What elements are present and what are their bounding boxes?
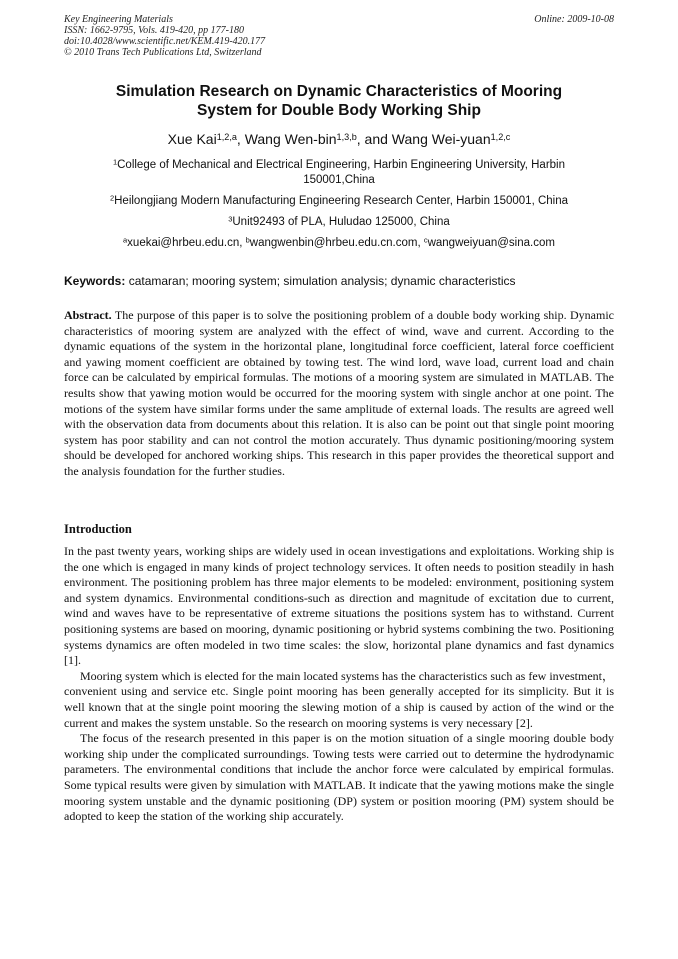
abstract-label: Abstract. bbox=[64, 308, 112, 322]
author-affil-sup: 1,2,c bbox=[490, 131, 511, 142]
email-sup: b bbox=[245, 235, 250, 245]
paragraph: Mooring system which is elected for the main located systems has the characteristics such as few investment，convenient using and service etc. Single point mooring has been generally accepted for its simplicity. But it is well known that at the single point mooring the slewing motion of a ship is caused by action of the wind or the current and makes the system unstable. So the research on mooring systems is very necessary [2]. bbox=[64, 668, 614, 730]
affil-sup: 1 bbox=[112, 157, 118, 167]
email-address[interactable]: wangwenbin@hrbeu.edu.cn.com, bbox=[249, 237, 424, 249]
affiliation-2 bbox=[64, 194, 614, 209]
doi-line: doi:10.4028/www.scientific.net/KEM.419-420.177 bbox=[64, 36, 266, 47]
affiliation-3 bbox=[64, 215, 614, 230]
online-date: Online: 2009-10-08 bbox=[534, 14, 614, 25]
affil-text: 150001,China bbox=[303, 174, 375, 186]
introduction-body bbox=[64, 544, 614, 825]
email-sup: a bbox=[123, 235, 128, 245]
author-affil-sup: 1,3,b bbox=[336, 131, 357, 142]
abstract-text: The purpose of this paper is to solve the positioning problem of a double body working ship. Dynamic characteristics of mooring system are analyzed with the effect of wind, wave and current. According to the dynamic equations of the system in the horizontal plane, longitudinal force coefficient, lateral force coefficient and yawing moment coefficient are obtained by towing test. The wind lord, wave load, current load and chain force can be calculated by empirical formulas. The motions of a mooring system are simulated in MATLAB. The results show that yawing motion would be occurred for the mooring system with single anchor at one point. The motions of the system have similar forms under the same amplitude of external loads. The results are agreed well with the observation data from documents about this relation. It is also can be point out that single point mooring system has poor stability and can not control the motion accurately. Thus dynamic positioning/mooring system should be developed for anchored working ships. This research in this paper provides the theoretical support and the analysis foundation for the further studies. bbox=[64, 308, 614, 478]
affil-sup: 2 bbox=[109, 193, 115, 203]
abstract bbox=[64, 308, 614, 480]
journal-header bbox=[64, 14, 614, 58]
email-address[interactable]: wangweiyuan@sina.com bbox=[427, 237, 555, 249]
affil-text: Heilongjiang Modern Manufacturing Engineering Research Center, Harbin 150001, China bbox=[114, 195, 569, 207]
title-line-2: System for Double Body Working Ship bbox=[197, 102, 481, 119]
author-list bbox=[64, 130, 614, 148]
keywords-text: catamaran; mooring system; simulation analysis; dynamic characteristics bbox=[125, 274, 516, 288]
paper-title bbox=[64, 82, 614, 120]
paragraph: In the past twenty years, working ships are widely used in ocean investigations and exploitations. Working ship is the one which is engaged in many kinds of project technology services. It often needs to position steadily in hash environment. The positioning problem has three major elements to be modeled: environment, positioning system and system dynamics. Environmental conditions-such as direction and magnitude of excitation due to current, wind and waves have to be representative of extreme situations the positions system has to withstand. Current positioning systems are based on mooring, dynamic positioning or hybrid systems combining the two. Positioning systems dynamics are often modeled in two time scales: the slow, horizontal plane dynamics and fast dynamics [1]. bbox=[64, 544, 614, 668]
affil-text: Unit92493 of PLA, Huludao 125000, China bbox=[232, 216, 450, 228]
keywords-label: Keywords: bbox=[64, 274, 126, 288]
paragraph: The focus of the research presented in this paper is on the motion situation of a single mooring double body working ship under the complicated surroundings. Towing tests were carried out to determine the hydrodynamic parameters. The environmental conditions that include the anchor force were calculated by empirical formulas. Some typical results were given by simulation with MATLAB. It indicate that the yawing motions make the single mooring system unstable and the dynamic positioning (DP) system or position mooring (PM) system should be adopted to keep the station of the working ship accurately. bbox=[64, 731, 614, 824]
author-affil-sup: 1,2,a bbox=[216, 131, 237, 142]
author-name: Wang Wen-bin bbox=[244, 131, 337, 147]
author-separator: , and bbox=[356, 131, 392, 147]
copyright-line: © 2010 Trans Tech Publications Ltd, Switzerland bbox=[64, 47, 262, 58]
affil-sup: 3 bbox=[228, 214, 233, 224]
journal-name: Key Engineering Materials bbox=[64, 14, 173, 25]
email-address[interactable]: xuekai@hrbeu.edu.cn, bbox=[127, 237, 246, 249]
author-name: Xue Kai bbox=[167, 131, 217, 147]
email-sup: c bbox=[423, 235, 428, 245]
section-heading-introduction: Introduction bbox=[64, 522, 132, 536]
title-line-1: Simulation Research on Dynamic Characteristics of Mooring bbox=[115, 83, 563, 100]
affil-text: College of Mechanical and Electrical Engineering, Harbin Engineering University, Harbin bbox=[117, 159, 566, 171]
author-name: Wang Wei-yuan bbox=[391, 131, 491, 147]
author-separator: , bbox=[236, 131, 245, 147]
issn-line: ISSN: 1662-9795, Vols. 419-420, pp 177-180 bbox=[64, 25, 244, 36]
affiliation-1 bbox=[64, 158, 614, 188]
keywords bbox=[64, 274, 614, 289]
email-list bbox=[64, 236, 614, 251]
